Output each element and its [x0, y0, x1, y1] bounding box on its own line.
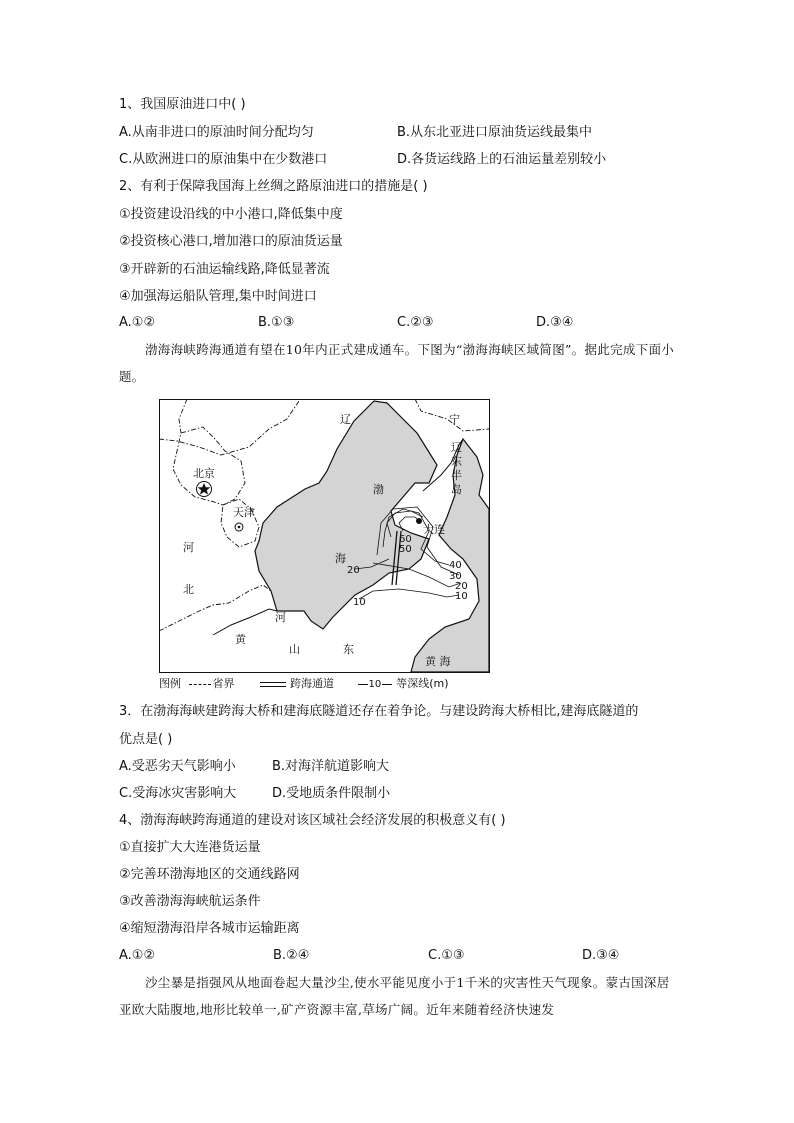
label-peninsula-3: 半	[451, 469, 462, 482]
label-shan: 山	[289, 643, 300, 656]
q2-option-a: A.①②	[119, 315, 156, 330]
q3-stem-line-2: 优点是( )	[119, 732, 173, 747]
label-dalian: 大连	[423, 523, 445, 536]
legend-isobath-icon	[382, 684, 392, 685]
q1-option-c: C.从欧洲进口的原油集中在少数港口	[119, 152, 328, 167]
depth-label: 20	[455, 581, 468, 592]
label-tianjin: 天津	[233, 506, 255, 519]
q2-item-1: ①投资建设沿线的中小港口,降低集中度	[119, 207, 343, 222]
legend-channel: 跨海通道	[290, 677, 334, 690]
q3-stem-line-1: 3．在渤海海峡建跨海大桥和建海底隧道还存在着争论。与建设跨海大桥相比,建海底隧道的	[119, 704, 639, 719]
label-peninsula-2: 东	[451, 455, 462, 468]
label-huang: 黄	[235, 633, 246, 646]
depth-label: 10	[455, 591, 468, 602]
q2-option-c: C.②③	[397, 315, 434, 330]
label-he2: 河	[275, 611, 286, 624]
legend-channel-icon	[260, 682, 286, 687]
label-ning: 宁	[449, 413, 460, 426]
depth-label: 40	[449, 560, 462, 571]
legend-isobath: 等深线(m)	[396, 677, 449, 690]
q3-option-d: D.受地质条件限制小	[272, 786, 391, 801]
map-legend	[159, 676, 449, 693]
dalian-marker	[416, 518, 422, 524]
intro-paragraph-1: 渤海海峡跨海通道有望在10年内正式建成通车。下图为“渤海海峡区域简图”。据此完成下面小题。	[119, 342, 675, 384]
label-dong: 东	[343, 643, 354, 656]
q2-option-d: D.③④	[536, 315, 574, 330]
q2-stem: 2、有利于保障我国海上丝绸之路原油进口的措施是( )	[119, 179, 428, 194]
bohai-strait-map	[159, 399, 490, 673]
q4-item-4: ④缩短渤海沿岸各城市运输距离	[119, 921, 300, 936]
q4-option-c: C.①③	[428, 948, 465, 963]
q4-stem: 4、渤海海峡跨海通道的建设对该区域社会经济发展的积极意义有( )	[119, 813, 506, 828]
legend-title: 图例	[159, 677, 181, 690]
intro-paragraph-2: 沙尘暴是指强风从地面卷起大量沙尘,使水平能见度小于1千米的灾害性天气现象。蒙古国深居亚欧大陆腹地,地形比较单一,矿产资源丰富,草场广阔。近年来随着经济快速发	[119, 975, 670, 1017]
q4-item-2: ②完善环渤海地区的交通线路网	[119, 867, 300, 882]
q3-option-b: B.对海洋航道影响大	[272, 759, 390, 774]
q1-option-a: A.从南非进口的原油时间分配均匀	[119, 125, 314, 140]
q4-option-d: D.③④	[582, 948, 620, 963]
depth-label: 10	[353, 597, 366, 608]
label-hai: 海	[335, 552, 346, 565]
q1-option-d: D.各货运线路上的石油运量差别较小	[397, 152, 607, 167]
label-bei: 北	[183, 583, 194, 596]
q1-stem: 1、我国原油进口中( )	[119, 97, 246, 112]
depth-label: 60	[399, 534, 412, 545]
q2-item-2: ②投资核心港口,增加港口的原油货运量	[119, 234, 343, 249]
label-beijing: 北京	[193, 467, 215, 480]
label-peninsula-4: 岛	[451, 483, 462, 496]
q2-option-b: B.①③	[258, 315, 295, 330]
depth-label: 50	[399, 544, 412, 555]
q3-option-a: A.受恶劣天气影响小	[119, 759, 236, 774]
legend-isobath-value: 10	[368, 679, 382, 690]
q4-item-3: ③改善渤海海峡航运条件	[119, 894, 261, 909]
label-peninsula-1: 辽	[451, 441, 462, 454]
depth-label: 30	[449, 571, 462, 582]
q4-option-b: B.②④	[273, 948, 310, 963]
q1-option-b: B.从东北亚进口原油货运线最集中	[397, 125, 593, 140]
q2-item-4: ④加强海运船队管理,集中时间进口	[119, 289, 317, 304]
label-yellow-sea: 黄 海	[425, 655, 451, 668]
q4-item-1: ①直接扩大大连港货运量	[119, 840, 261, 855]
q4-option-a: A.①②	[119, 948, 156, 963]
label-bo: 渤	[373, 483, 384, 496]
q3-option-c: C.受海冰灾害影响大	[119, 786, 237, 801]
depth-label: 20	[347, 565, 360, 576]
q2-item-3: ③开辟新的石油运输线路,降低显著流	[119, 262, 330, 277]
label-liao: 辽	[340, 413, 351, 426]
legend-boundary-icon	[189, 684, 211, 685]
legend-boundary: 省界	[212, 677, 235, 690]
label-he: 河	[183, 541, 194, 554]
